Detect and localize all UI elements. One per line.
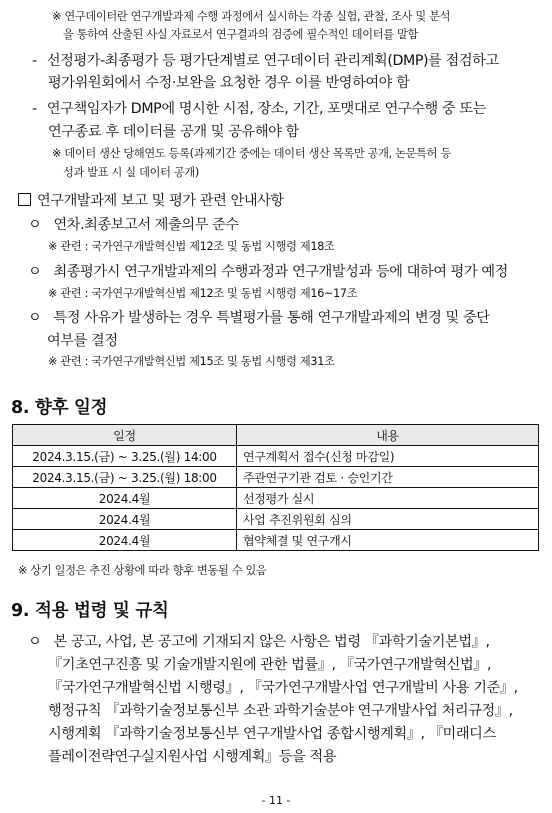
- square-bullet-icon: [18, 193, 31, 206]
- schedule-content-cell: 협약체결 및 연구개시: [237, 530, 539, 551]
- table-row: [13, 446, 539, 467]
- data-definition-note-line2: 을 통하여 산출된 사실 자료로서 연구결과의 검증에 필수적인 데이터를 말함: [63, 28, 419, 41]
- schedule-date-cell: 2024.3.15.(금) ~ 3.25.(월) 14:00: [13, 446, 237, 467]
- report-item-final-eval: [28, 261, 508, 281]
- dash-item-dmp-check: [32, 50, 499, 70]
- circle-bullet: ㅇ: [28, 310, 42, 326]
- section-9-line1: [28, 631, 490, 651]
- page-number: - 11 -: [261, 794, 291, 807]
- report-item-special-eval-cont: 여부를 결정: [47, 333, 118, 349]
- schedule-table-header: [13, 425, 539, 446]
- section-report-title: 연구개발과제 보고 및 평가 관련 안내사항: [37, 193, 284, 209]
- dmp-publish-note-line2: 성과 발표 시 실 데이터 공개): [63, 166, 199, 179]
- report-item-final-eval-ref: ※ 관련 : 국가연구개발혁신법 제12조 및 동법 시행령 제16~17조: [48, 287, 358, 300]
- schedule-date-cell: 2024.4월: [13, 509, 237, 530]
- section-9-line6: 플레이전략연구실지원사업 시행계획』등을 적용: [48, 749, 337, 765]
- dmp-publish-note-line1: ※ 데이터 생산 당해연도 등록(과제기간 중에는 데이터 생산 목록만 공개, 논문특허 등: [52, 147, 451, 160]
- dash-item-text: 선정평가-최종평가 등 평가단계별로 연구데이터 관리계획(DMP)를 점검하고: [46, 53, 499, 69]
- schedule-change-note: ※ 상기 일정은 추진 상황에 따라 향후 변동될 수 있음: [18, 564, 267, 577]
- section-9-line5: 시행계획 『과학기술정보통신부 연구개발사업 종합시행계획』, 『미래디스: [48, 726, 496, 742]
- section-9-line4: 행정규칙 『과학기술정보통신부 소관 과학기술분야 연구개발사업 처리규정』,: [48, 703, 513, 719]
- schedule-date-cell: 2024.3.15.(금) ~ 3.25.(월) 18:00: [13, 467, 237, 488]
- schedule-content-cell: 선정평가 실시: [237, 488, 539, 509]
- report-item-special-eval: [28, 307, 490, 327]
- report-item-text: 연차.최종보고서 제출의무 준수: [53, 217, 239, 233]
- table-row: [13, 509, 539, 530]
- dash-marker: -: [32, 53, 37, 69]
- report-item-submit-ref: ※ 관련 : 국가연구개발혁신법 제12조 및 동법 시행령 제18조: [48, 240, 335, 253]
- dash-item-dmp-check-cont: 평가위원회에서 수정·보완을 요청한 경우 이를 반영하여야 함: [48, 75, 410, 91]
- report-item-text: 최종평가시 연구개발과제의 수행과정과 연구개발성과 등에 대하여 평가 예정: [53, 264, 508, 280]
- regulation-text: 본 공고, 사업, 본 공고에 기재되지 않은 사항은 법령 『과학기술기본법』,: [53, 634, 490, 650]
- schedule-content-cell: 연구계획서 접수(신청 마감일): [237, 446, 539, 467]
- circle-bullet: ㅇ: [28, 634, 42, 650]
- schedule-date-cell: 2024.4월: [13, 530, 237, 551]
- schedule-date-cell: 2024.4월: [13, 488, 237, 509]
- schedule-content-cell: 사업 추진위원회 심의: [237, 509, 539, 530]
- schedule-header-date: 일정: [13, 425, 237, 446]
- section-9-line3: 『국가연구개발혁신법 시행령』, 『국가연구개발사업 연구개발비 사용 기준』,: [48, 680, 518, 696]
- data-definition-note-line1: ※ 연구데이터란 연구개발과제 수행 과정에서 실시하는 각종 실험, 관찰, 조사 및 분석: [52, 10, 451, 23]
- circle-bullet: ㅇ: [28, 264, 42, 280]
- section-report-heading: [18, 190, 284, 210]
- schedule-table: [12, 424, 539, 551]
- table-row: [13, 488, 539, 509]
- dash-item-dmp-share: [32, 98, 486, 118]
- section-9-line2: 『기초연구진흥 및 기술개발지원에 관한 법률』, 『국가연구개발혁신법』,: [48, 657, 492, 673]
- schedule-content-cell: 주관연구기관 검토 · 승인기간: [237, 467, 539, 488]
- section-8-heading: 8. 향후 일정: [11, 398, 108, 418]
- section-9-heading: 9. 적용 법령 및 규칙: [11, 601, 169, 621]
- circle-bullet: ㅇ: [28, 217, 42, 233]
- report-item-submit: [28, 214, 239, 234]
- dash-item-text: 연구책임자가 DMP에 명시한 시점, 장소, 기간, 포맷대로 연구수행 중 또는: [46, 101, 486, 117]
- table-row: [13, 530, 539, 551]
- schedule-header-content: 내용: [237, 425, 539, 446]
- table-row: [13, 467, 539, 488]
- dash-marker: -: [32, 101, 37, 117]
- report-item-text: 특정 사유가 발생하는 경우 특별평가를 통해 연구개발과제의 변경 및 중단: [53, 310, 490, 326]
- dash-item-dmp-share-cont: 연구종료 후 데이터를 공개 및 공유해야 함: [48, 124, 299, 140]
- report-item-special-eval-ref: ※ 관련 : 국가연구개발혁신법 제15조 및 동법 시행령 제31조: [48, 355, 335, 368]
